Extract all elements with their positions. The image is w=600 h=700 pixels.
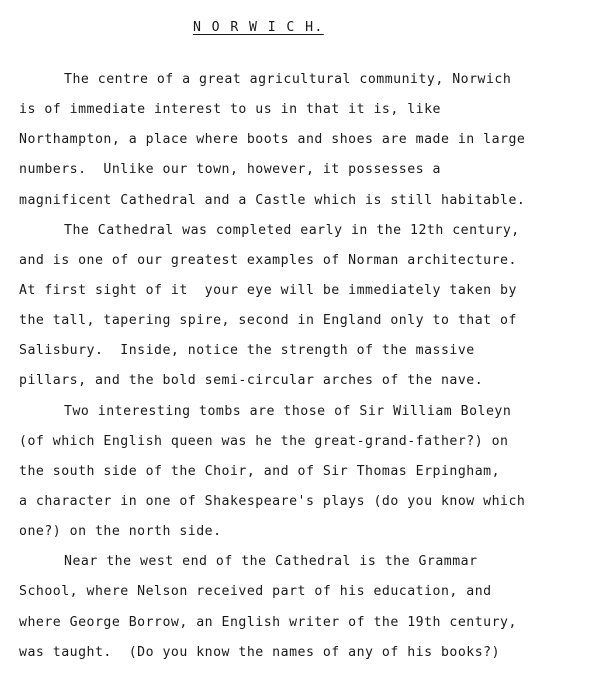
text-line: was taught. (Do you know the names of any of his books?) [19, 644, 501, 660]
text-line: (of which English queen was he the great-grand-father?) on [19, 433, 509, 449]
text-line: a character in one of Shakespeare's plays (do you know which [19, 493, 526, 509]
text-line: Salisbury. Inside, notice the strength of the massive [19, 343, 475, 359]
text-line-paragraph-start: The centre of a great agricultural community, Norwich [64, 72, 512, 87]
text-line-paragraph-start: Near the west end of the Cathedral is the Grammar [64, 554, 478, 570]
text-line: where George Borrow, an English writer of the 19th century, [19, 614, 517, 630]
text-line: is of immediate interest to us in that it is, like [19, 102, 441, 118]
text-line: the south side of the Choir, and of Sir Thomas Erpingham, [19, 463, 501, 479]
text-line-paragraph-start: The Cathedral was completed early in the 12th century, [64, 222, 520, 238]
text-line-paragraph-start: Two interesting tombs are those of Sir William Boleyn [64, 403, 512, 419]
text-line: numbers. Unlike our town, however, it possesses a [19, 162, 441, 178]
text-line: School, where Nelson received part of his education, and [19, 584, 492, 600]
text-line: and is one of our greatest examples of Norman architecture. [19, 252, 517, 268]
text-line: one?) on the north side. [19, 524, 222, 540]
text-line: Northampton, a place where boots and shoes are made in large [19, 132, 526, 148]
page-title: N O R W I C H. [193, 20, 324, 35]
text-line: pillars, and the bold semi-circular arches of the nave. [19, 373, 484, 389]
body-text [19, 65, 579, 668]
text-line: the tall, tapering spire, second in England only to that of [19, 313, 517, 329]
text-line: magnificent Cathedral and a Castle which is still habitable. [19, 192, 526, 208]
text-line: At first sight of it your eye will be immediately taken by [19, 282, 517, 298]
